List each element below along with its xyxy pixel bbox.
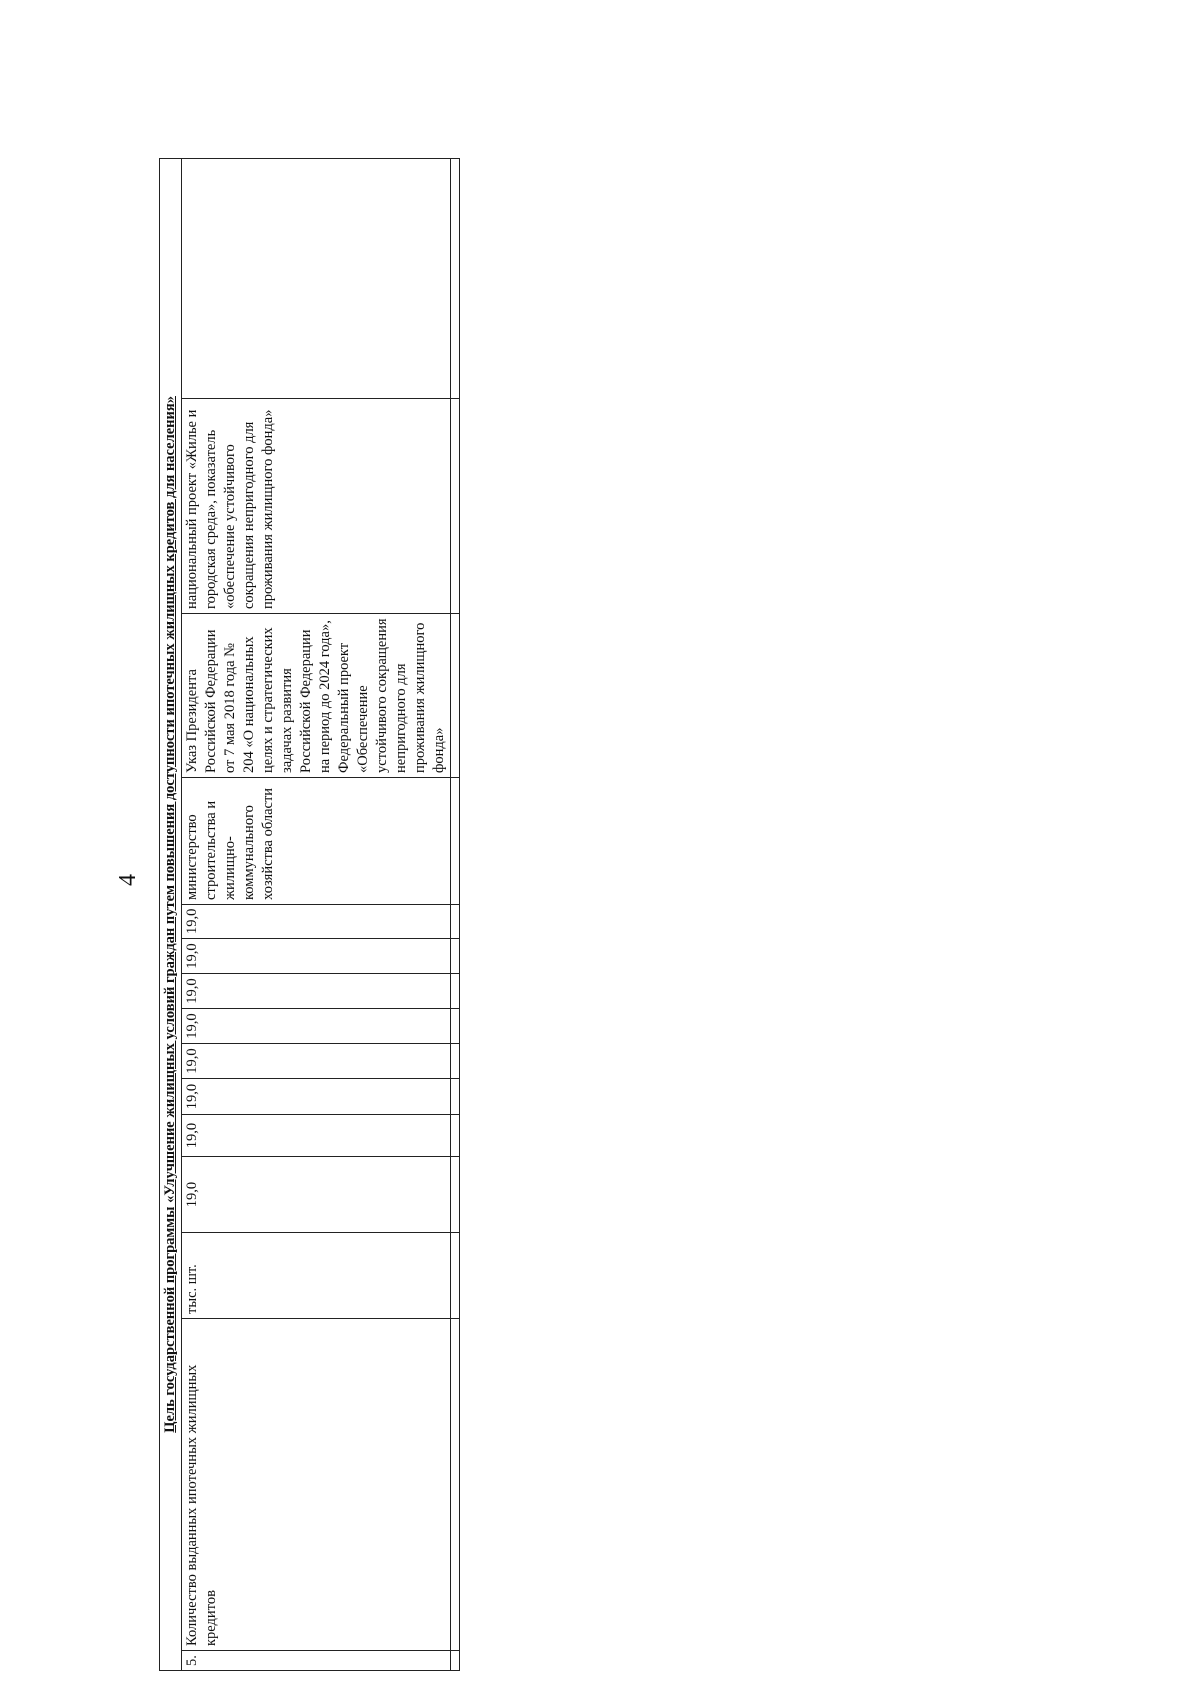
gap-cell [451, 1115, 460, 1157]
gap-cell [451, 1157, 460, 1233]
gap-cell [451, 1319, 460, 1651]
gap-cell [451, 778, 460, 905]
gap-cell [451, 399, 460, 614]
link-cell: национальный проект «Жилье и городская среда», показатель «обеспечение устойчивого сокращения непригодного для проживания жилищного фонда» [182, 399, 451, 614]
gap-cell [451, 1651, 460, 1671]
bottom-gap-row [451, 158, 460, 1670]
value-cell: 19,0 [182, 1115, 451, 1157]
last-cell [182, 158, 451, 398]
indicators-table-rotated [159, 159, 447, 1671]
value-cell: 19,0 [182, 905, 451, 939]
page-number: 4 [115, 874, 141, 886]
gap-cell [451, 1079, 460, 1115]
value-cell: 19,0 [182, 1009, 451, 1044]
value-cell: 19,0 [182, 974, 451, 1009]
gap-cell [451, 1233, 460, 1319]
goal-row [160, 158, 182, 1670]
value-cell: 19,0 [182, 1157, 451, 1233]
row-number: 5. [182, 1651, 451, 1671]
gap-cell [451, 158, 460, 398]
value-cell: 19,0 [182, 939, 451, 974]
basis-cell: Указ Президента Российской Федерации от 7 мая 2018 года № 204 «О национальных целях и стратегических задачах развития Российской Федерации на период до 2024 года», Федеральный проект «Обеспечение устойчивого сокращения непригодного для проживания жилищного фонда» [182, 614, 451, 778]
gap-cell [451, 905, 460, 939]
goal-heading: Цель государственной программы «Улучшение жилищных условий граждан путем повышения доступности ипотечных жилищных кредитов для населения» [160, 158, 182, 1670]
value-cell: 19,0 [182, 1044, 451, 1079]
indicators-table [159, 158, 460, 1671]
unit-cell: тыс. шт. [182, 1233, 451, 1319]
gap-cell [451, 1009, 460, 1044]
indicator-name: Количество выданных ипотечных жилищных кредитов [182, 1319, 451, 1651]
gap-cell [451, 1044, 460, 1079]
gap-cell [451, 939, 460, 974]
indicator-row [182, 158, 451, 1670]
gap-cell [451, 614, 460, 778]
gap-cell [451, 974, 460, 1009]
value-cell: 19,0 [182, 1079, 451, 1115]
responsible-cell: министерство строительства и жилищно-коммунального хозяйства области [182, 778, 451, 905]
